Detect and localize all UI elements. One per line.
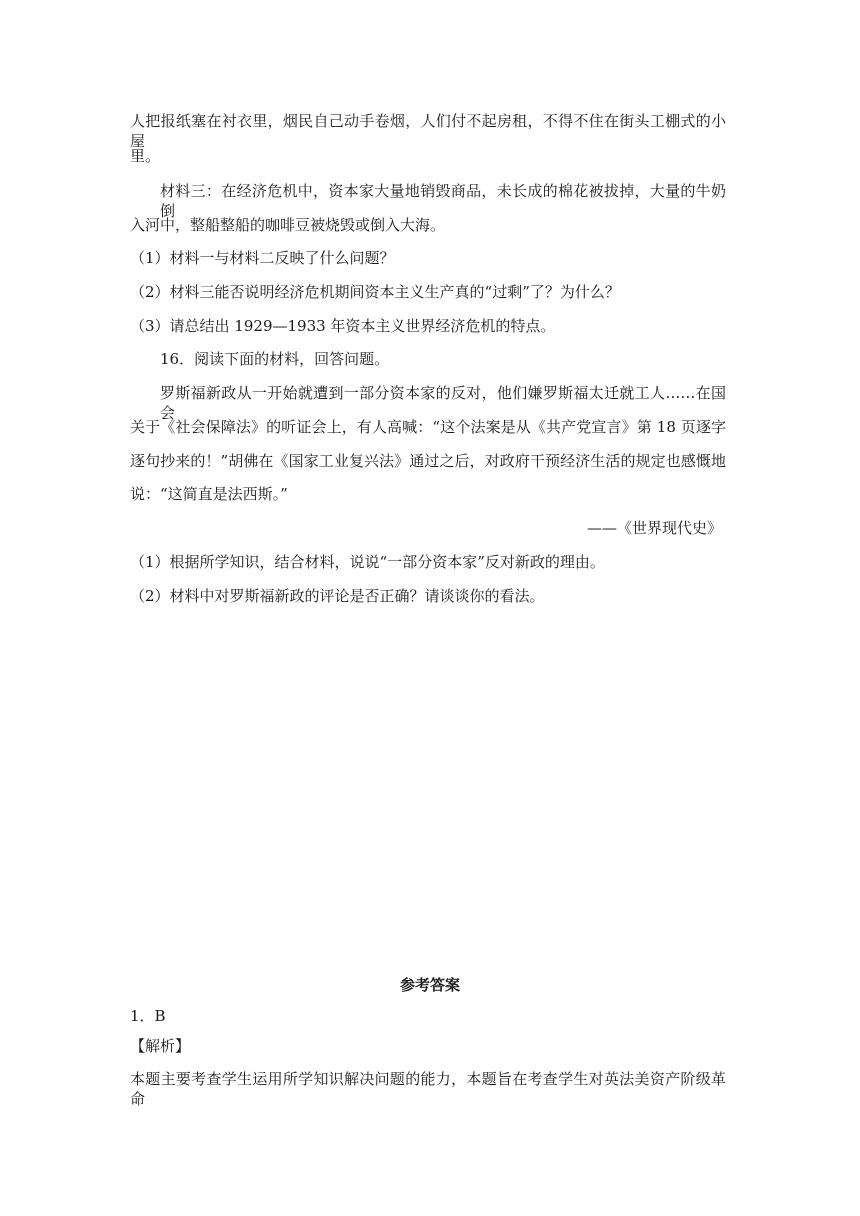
material-line: 罗斯福新政从一开始就遭到一部分资本家的反对，他们嫌罗斯福太迁就工人……在国会	[160, 384, 726, 422]
paragraph-line: 人把报纸塞在衬衣里，烟民自己动手卷烟，人们付不起房租，不得不住在街头工棚式的小屋	[130, 112, 726, 150]
answers-heading: 参考答案	[399, 976, 460, 994]
question-3: （3）请总结出 1929—1933 年资本主义世界经济危机的特点。	[130, 317, 556, 335]
question-16-title: 16．阅读下面的材料，回答问题。	[160, 350, 390, 368]
material-three-line: 材料三：在经济危机中，资本家大量地销毁商品，未长成的棉花被拔掉，大量的牛奶倒	[160, 182, 726, 220]
material-line: 逐句抄来的！”胡佛在《国家工业复兴法》通过之后，对政府干预经济生活的规定也感慨地	[130, 452, 726, 470]
sub-question-1: （1）根据所学知识，结合材料，说说“一部分资本家”反对新政的理由。	[130, 553, 605, 571]
source-citation: ——《世界现代史》	[586, 519, 722, 537]
paragraph-line: 里。	[130, 147, 161, 165]
analysis-text: 本题主要考查学生运用所学知识解决问题的能力，本题旨在考查学生对英法美资产阶级革命	[130, 1070, 726, 1108]
material-three-line: 入河中，整船整船的咖啡豆被烧毁或倒入大海。	[130, 216, 446, 234]
analysis-tag: 【解析】	[130, 1037, 191, 1055]
material-line: 关于《社会保障法》的听证会上，有人高喊：“这个法案是从《共产党宣言》第 18 页逐字	[130, 418, 726, 436]
sub-question-2: （2）材料中对罗斯福新政的评论是否正确？请谈谈你的看法。	[130, 587, 545, 605]
answer-item: 1．B	[130, 1007, 166, 1025]
material-line: 说：“这简直是法西斯。”	[130, 485, 288, 503]
question-1: （1）材料一与材料二反映了什么问题？	[130, 249, 395, 267]
question-2: （2）材料三能否说明经济危机期间资本主义生产真的“过剩”了？为什么？	[130, 283, 620, 301]
